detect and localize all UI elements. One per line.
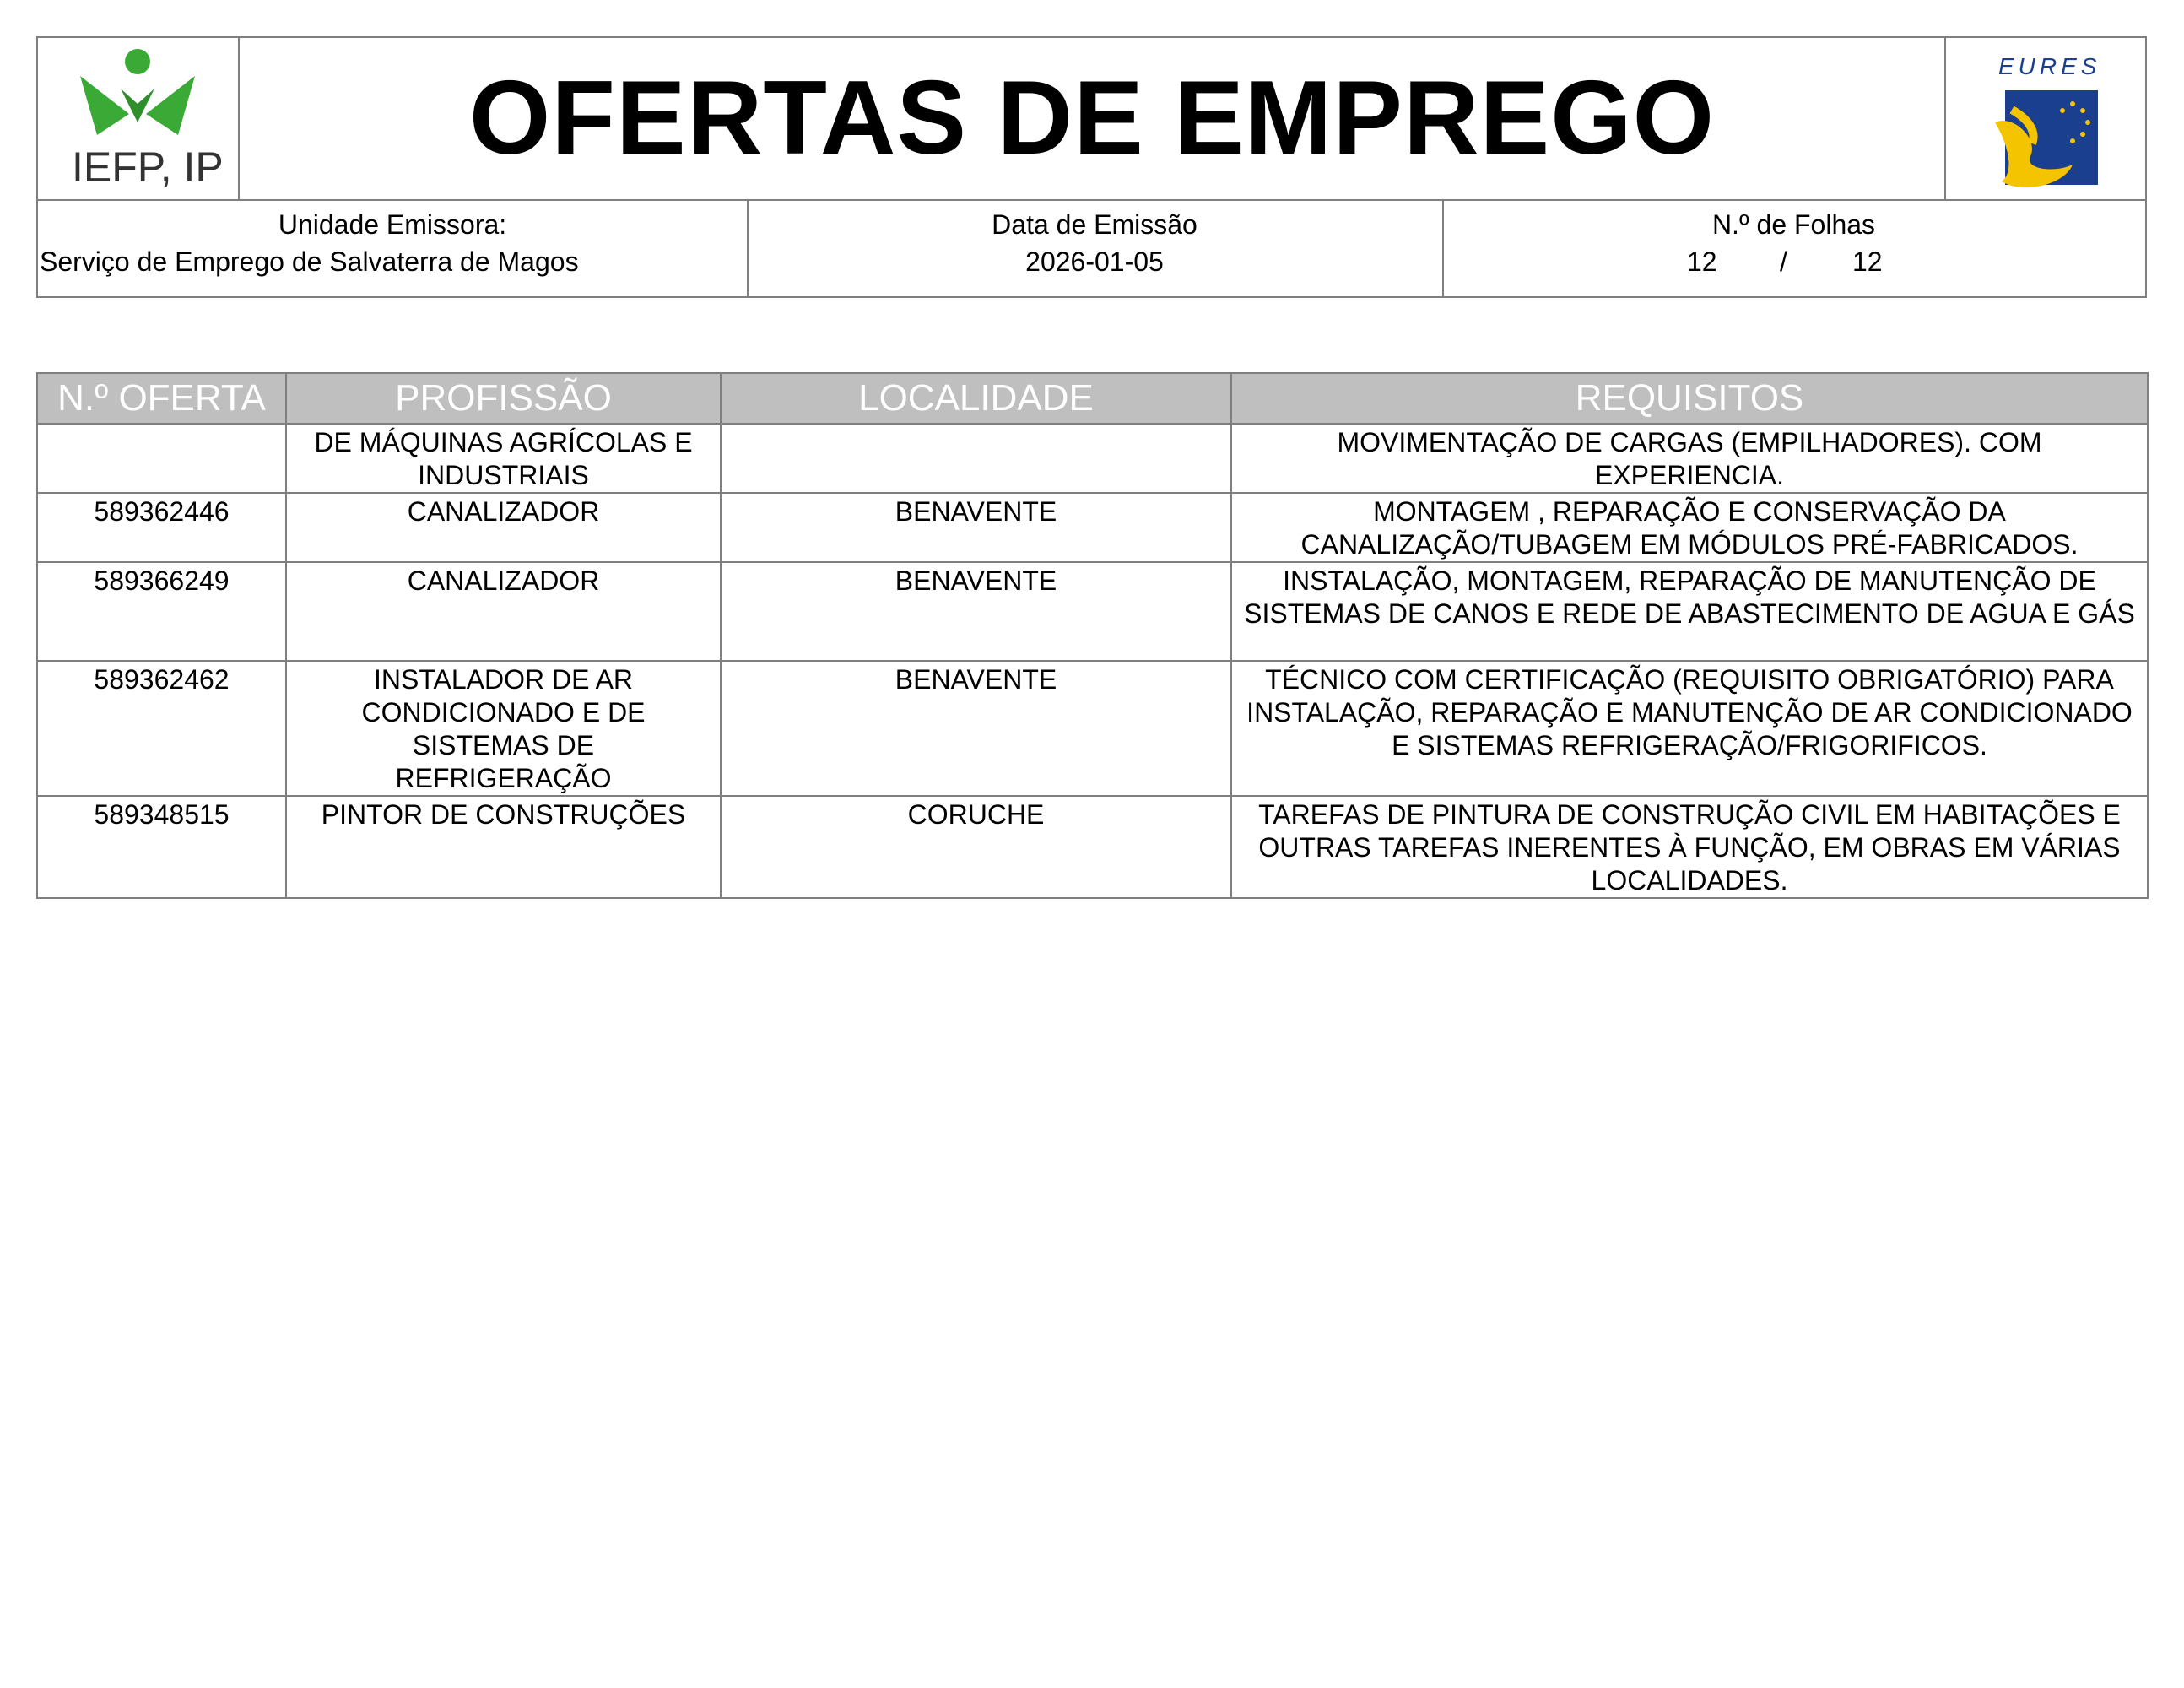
issue-date-cell	[747, 199, 1444, 296]
column-header-profession: PROFISSÃO	[286, 373, 721, 424]
offer-number: 589348515	[37, 796, 286, 898]
page-title: OFERTAS DE EMPREGO	[468, 60, 1716, 176]
sheet-separator: /	[1780, 246, 1787, 277]
profession: CANALIZADOR	[286, 562, 721, 661]
requirements: MOVIMENTAÇÃO DE CARGAS (EMPILHADORES). COM EXPERIENCIA.	[1231, 424, 2148, 493]
issuing-unit-value: Serviço de Emprego de Salvaterra de Magos	[40, 246, 579, 277]
sheet-count-value	[1687, 246, 1923, 280]
sheet-count-label: N.º de Folhas	[1711, 209, 1876, 240]
offer-number	[37, 424, 286, 493]
offer-number: 589362462	[37, 661, 286, 796]
profession: DE MÁQUINAS AGRÍCOLAS E INDUSTRIAIS	[286, 424, 721, 493]
location	[721, 424, 1231, 493]
requirements: INSTALAÇÃO, MONTAGEM, REPARAÇÃO DE MANUTENÇÃO DE SISTEMAS DE CANOS E REDE DE ABASTECIMENTO DE AGUA E GÁS	[1231, 562, 2148, 661]
table-row	[37, 493, 2148, 562]
table-row	[37, 796, 2148, 898]
location: CORUCHE	[721, 796, 1231, 898]
location: BENAVENTE	[721, 493, 1231, 562]
offer-number: 589366249	[37, 562, 286, 661]
table-row	[37, 562, 2148, 661]
title-cell	[238, 38, 1946, 199]
table-row	[37, 661, 2148, 796]
sheet-current: 12	[1687, 246, 1717, 277]
eures-logo	[1944, 38, 2145, 199]
issuing-unit-label: Unidade Emissora:	[278, 209, 507, 240]
profession: INSTALADOR DE AR CONDICIONADO E DE SISTEMAS DE REFRIGERAÇÃO	[286, 661, 721, 796]
table-row	[37, 424, 2148, 493]
issue-date-label: Data de Emissão	[992, 209, 1197, 240]
job-offers-table	[36, 372, 2149, 899]
document-header	[36, 36, 2147, 298]
requirements: TÉCNICO COM CERTIFICAÇÃO (REQUISITO OBRIGATÓRIO) PARA INSTALAÇÃO, REPARAÇÃO E MANUTENÇÃO DE AR CONDICIONADO E SISTEMAS REFRIGERAÇÃO/FRIGORIFICOS.	[1231, 661, 2148, 796]
requirements: MONTAGEM , REPARAÇÃO E CONSERVAÇÃO DA CANALIZAÇÃO/TUBAGEM EM MÓDULOS PRÉ-FABRICADOS.	[1231, 493, 2148, 562]
header-top-row	[38, 38, 2145, 201]
iefp-logo	[38, 38, 240, 199]
sheet-total: 12	[1852, 246, 1883, 277]
eures-logo-icon	[1946, 38, 2145, 199]
eures-logo-text: EURES	[1998, 53, 2101, 79]
issue-date-value: 2026-01-05	[1025, 246, 1164, 277]
issuing-unit-cell	[38, 199, 749, 296]
requirements: TAREFAS DE PINTURA DE CONSTRUÇÃO CIVIL EM HABITAÇÕES E OUTRAS TAREFAS INERENTES À FUNÇÃO, EM OBRAS EM VÁRIAS LOCALIDADES.	[1231, 796, 2148, 898]
profession: PINTOR DE CONSTRUÇÕES	[286, 796, 721, 898]
location: BENAVENTE	[721, 661, 1231, 796]
column-header-offer: N.º OFERTA	[37, 373, 286, 424]
table-header-row	[37, 373, 2148, 424]
column-header-location: LOCALIDADE	[721, 373, 1231, 424]
iefp-logo-icon	[38, 38, 238, 139]
sheet-count-cell	[1442, 199, 2145, 296]
column-header-requirements: REQUISITOS	[1231, 373, 2148, 424]
location: BENAVENTE	[721, 562, 1231, 661]
iefp-logo-text: IEFP, IP	[72, 143, 224, 191]
header-info-row	[38, 199, 2145, 296]
offer-number: 589362446	[37, 493, 286, 562]
profession: CANALIZADOR	[286, 493, 721, 562]
